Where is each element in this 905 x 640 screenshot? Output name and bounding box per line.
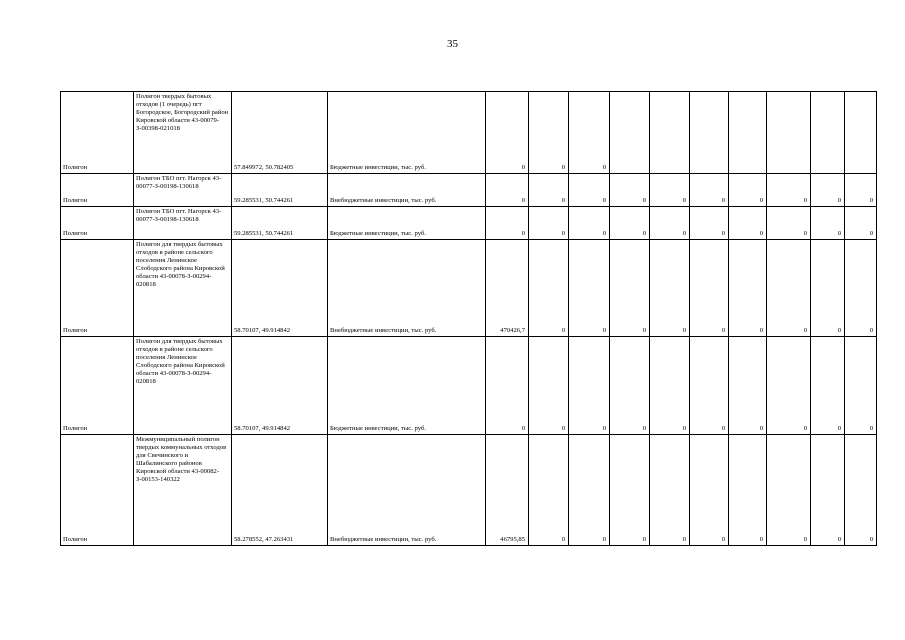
value-cell: 0: [767, 337, 811, 435]
value-cell: 0: [569, 207, 610, 240]
object-type-cell: Полигон: [61, 174, 134, 207]
value-cell: 0: [767, 435, 811, 546]
value-cell: 0: [729, 174, 767, 207]
funding-source-cell: Бюджетные инвестиции, тыс. руб.: [328, 337, 486, 435]
coordinates-cell: 59.285531, 50.744261: [232, 174, 328, 207]
object-name-cell: Полигон для твердых бытовых отходов в районе сельского поселения Ленинское Слободского района Кировской области 43-00078-З-00294-020818: [134, 337, 232, 435]
value-cell: 0: [650, 174, 690, 207]
value-cell: 0: [569, 435, 610, 546]
value-cell: [650, 92, 690, 174]
value-cell: 0: [610, 435, 650, 546]
table-body: [61, 92, 877, 546]
value-cell: 0: [529, 207, 569, 240]
table-row: [61, 337, 877, 435]
value-cell: 0: [767, 240, 811, 337]
coordinates-cell: 57.849972, 50.782405: [232, 92, 328, 174]
coordinates-cell: 59.285531, 50.744261: [232, 207, 328, 240]
value-cell: 0: [690, 174, 729, 207]
coordinates-cell: 58.70107, 49.914842: [232, 337, 328, 435]
table-row: [61, 435, 877, 546]
value-cell: 0: [845, 174, 877, 207]
funding-source-cell: Бюджетные инвестиции, тыс. руб.: [328, 92, 486, 174]
value-cell: 0: [650, 435, 690, 546]
value-cell: 0: [569, 92, 610, 174]
object-type-cell: Полигон: [61, 240, 134, 337]
object-name-cell: Полигон для твердых бытовых отходов в районе сельского поселения Ленинское Слободского района Кировской области 43-00078-З-00294-020818: [134, 240, 232, 337]
table-row: [61, 240, 877, 337]
value-cell: 0: [486, 174, 529, 207]
funding-source-cell: Внебюджетные инвестиции, тыс. руб.: [328, 174, 486, 207]
value-cell: 0: [729, 435, 767, 546]
value-cell: 0: [610, 240, 650, 337]
value-cell: 0: [610, 337, 650, 435]
value-cell: 0: [486, 337, 529, 435]
value-cell: 0: [811, 435, 845, 546]
value-cell: [610, 92, 650, 174]
object-name-cell: Полигон ТБО пгт. Нагорск 43-00077-З-00198-130618: [134, 174, 232, 207]
value-cell: 0: [729, 240, 767, 337]
value-cell: [690, 92, 729, 174]
table-row: [61, 174, 877, 207]
value-cell: [767, 92, 811, 174]
value-cell: 470426,7: [486, 240, 529, 337]
table-row: [61, 92, 877, 174]
value-cell: 0: [610, 207, 650, 240]
coordinates-cell: 58.278552, 47.263431: [232, 435, 328, 546]
coordinates-cell: 58.70107, 49.914842: [232, 240, 328, 337]
value-cell: 0: [845, 240, 877, 337]
page-number: 35: [447, 38, 458, 50]
object-name-cell: Полигон ТБО пгт. Нагорск 43-00077-З-00198-130618: [134, 207, 232, 240]
value-cell: 0: [729, 337, 767, 435]
value-cell: [845, 92, 877, 174]
object-name-cell: Полигон твердых бытовых отходов (1 очередь) пгт Богородское, Богородский район Кировской области 43-00079-З-00398-021018: [134, 92, 232, 174]
value-cell: 0: [811, 174, 845, 207]
value-cell: 0: [650, 207, 690, 240]
value-cell: 0: [529, 174, 569, 207]
value-cell: 0: [845, 435, 877, 546]
value-cell: 0: [529, 435, 569, 546]
value-cell: 0: [529, 240, 569, 337]
value-cell: 0: [690, 207, 729, 240]
value-cell: 0: [486, 207, 529, 240]
object-type-cell: Полигон: [61, 207, 134, 240]
value-cell: 0: [845, 207, 877, 240]
investment-table: [60, 91, 877, 546]
value-cell: 0: [569, 174, 610, 207]
value-cell: 0: [569, 337, 610, 435]
object-type-cell: Полигон: [61, 435, 134, 546]
value-cell: 0: [811, 337, 845, 435]
value-cell: 0: [845, 337, 877, 435]
value-cell: 0: [767, 207, 811, 240]
value-cell: 0: [729, 207, 767, 240]
value-cell: 0: [650, 240, 690, 337]
value-cell: 0: [529, 337, 569, 435]
value-cell: 0: [811, 240, 845, 337]
object-type-cell: Полигон: [61, 92, 134, 174]
value-cell: 46795,85: [486, 435, 529, 546]
value-cell: 0: [690, 337, 729, 435]
value-cell: 0: [650, 337, 690, 435]
funding-source-cell: Бюджетные инвестиции, тыс. руб.: [328, 207, 486, 240]
value-cell: 0: [529, 92, 569, 174]
object-name-cell: Межмуниципальный полигон твердых коммунальных отходов для Свечинского и Шабалинского районов Кировской области 43-00082-З-00153-140322: [134, 435, 232, 546]
value-cell: 0: [690, 240, 729, 337]
value-cell: 0: [690, 435, 729, 546]
value-cell: 0: [486, 92, 529, 174]
value-cell: 0: [610, 174, 650, 207]
value-cell: [811, 92, 845, 174]
funding-source-cell: Внебюджетные инвестиции, тыс. руб.: [328, 435, 486, 546]
table-row: [61, 207, 877, 240]
value-cell: 0: [767, 174, 811, 207]
object-type-cell: Полигон: [61, 337, 134, 435]
funding-source-cell: Внебюджетные инвестиции, тыс. руб.: [328, 240, 486, 337]
value-cell: 0: [569, 240, 610, 337]
value-cell: 0: [811, 207, 845, 240]
value-cell: [729, 92, 767, 174]
